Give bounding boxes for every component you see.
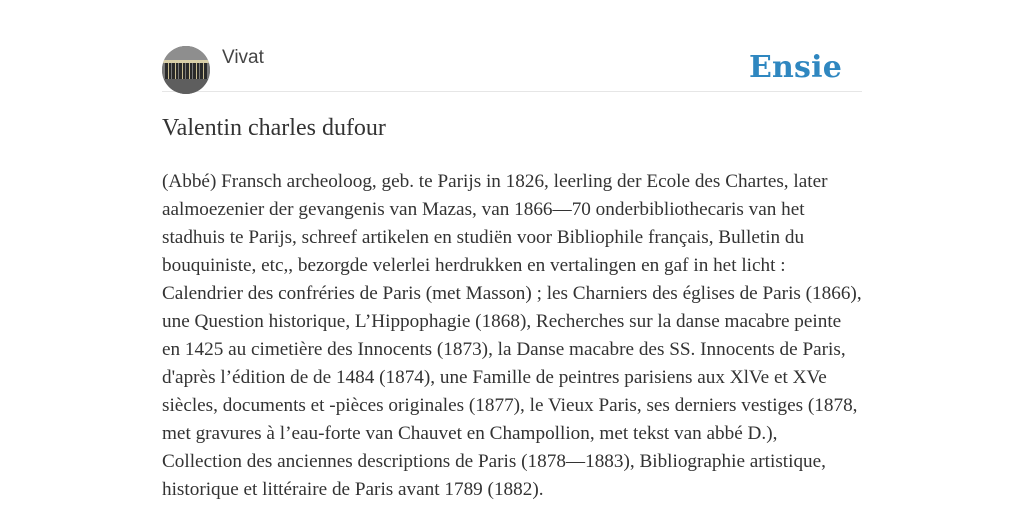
author-avatar[interactable] [162,46,210,94]
author-name[interactable]: Vivat [222,47,264,68]
ensie-logo[interactable]: Ensie [748,50,842,85]
page-header [162,46,862,92]
entry-title: Valentin charles dufour [162,115,386,141]
entry-body: (Abbé) Fransch archeoloog, geb. te Parijs in 1826, leerling der Ecole des Chartes, later aalmoezenier der gevangenis van Mazas, van 1866—70 onderbibliothecaris van het stadhuis te Parijs, schreef artikelen en studiën voor Bibliophile français, Bulletin du bouquiniste, etc,, bezorgde velerlei herdrukken en vertalingen en gaf in het licht : Calendrier des confréries de Paris (met Masson) ; les Charniers des églises de Paris (1866), une Question historique, L’Hippophagie (1868), Recherches sur la danse macabre peinte en 1425 au cimetière des Innocents (1873), la Danse macabre des SS. Innocents de Paris, d'après l’édition de de 1484 (1874), une Famille de peintres parisiens aux XlVe et XVe siècles, documents et -pièces originales (1877), le Vieux Paris, ses derniers vestiges (1878, met gravures à l’eau-forte van Chauvet en Champollion, met tekst van abbé D.), Collection des anciennes descriptions de Paris (1878—1883), Bibliographie artistique, historique et littéraire de Paris avant 1789 (1882). [162,171,862,500]
bookshelf-avatar-icon [162,46,210,94]
